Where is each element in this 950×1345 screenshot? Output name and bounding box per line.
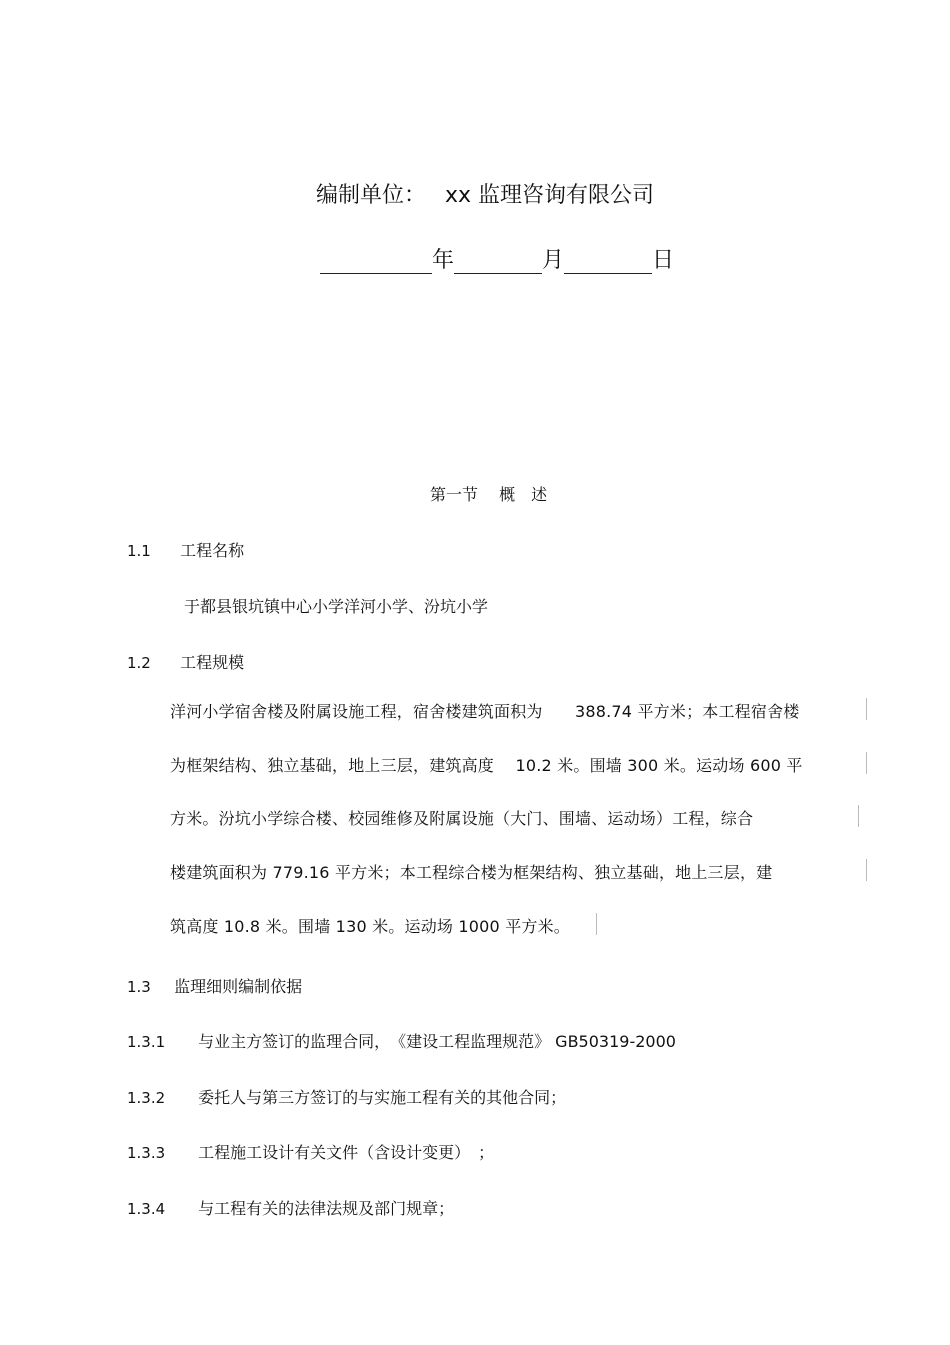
basis-1-3-3-num: 1.3.3: [127, 1144, 166, 1162]
year-blank: [320, 251, 432, 274]
margin-mark: [596, 913, 597, 935]
basis-1-3-1-text: 与业主方签订的监理合同， 《建设工程监理规范》 GB50319-2000: [198, 1032, 676, 1051]
heading-1-1-num: 1.1: [127, 542, 151, 560]
heading-1-2-num: 1.2: [127, 654, 151, 672]
scale-line-2: 为框架结构、独立基础，地上三层，建筑高度 10.2 米。围墙 300 米。运动场 600 平: [170, 756, 803, 775]
basis-1-3-2-num: 1.3.2: [127, 1089, 166, 1107]
heading-1-3-title: 监理细则编制依据: [174, 977, 303, 996]
scale-line-1: 洋河小学宿舍楼及附属设施工程，宿舍楼建筑面积为 388.74 平方米；本工程宿舍楼: [170, 702, 800, 721]
project-name: 于都县银坑镇中心小学洋河小学、汾坑小学: [184, 597, 489, 616]
org-line: [316, 178, 654, 209]
heading-1-1: [127, 538, 244, 561]
day-label: 日: [652, 248, 675, 273]
basis-1-3-3-text: 工程施工设计有关文件（含设计变更） ；: [198, 1143, 495, 1162]
heading-1-3-num: 1.3: [127, 978, 151, 996]
scale-line-3: 方米。汾坑小学综合楼、校园维修及附属设施（大门、围墙、运动场）工程，综合: [170, 809, 754, 828]
basis-1-3-3: [127, 1140, 494, 1163]
org-label: 编制单位：: [316, 183, 427, 208]
year-label: 年: [432, 248, 455, 273]
section-title: 第一节 概 述: [430, 485, 548, 504]
scale-line-4: 楼建筑面积为 779.16 平方米；本工程综合楼为框架结构、独立基础，地上三层，建: [170, 863, 773, 882]
heading-1-3: [127, 974, 302, 997]
basis-1-3-4-text: 与工程有关的法律法规及部门规章；: [198, 1199, 455, 1218]
date-line: [320, 243, 674, 274]
basis-1-3-2-text: 委托人与第三方签订的与实施工程有关的其他合同；: [198, 1088, 567, 1107]
org-name: xx 监理咨询有限公司: [445, 183, 655, 208]
basis-1-3-4-num: 1.3.4: [127, 1200, 166, 1218]
heading-1-2-title: 工程规模: [180, 653, 245, 672]
scale-line-5: 筑高度 10.8 米。围墙 130 米。运动场 1000 平方米。: [170, 917, 570, 936]
basis-1-3-4: [127, 1196, 454, 1219]
margin-mark: [858, 805, 859, 827]
margin-mark: [866, 698, 867, 720]
basis-1-3-1-num: 1.3.1: [127, 1033, 166, 1051]
basis-1-3-2: [127, 1085, 566, 1108]
basis-1-3-1: [127, 1029, 676, 1052]
heading-1-2: [127, 650, 244, 673]
month-blank: [454, 251, 542, 274]
margin-mark: [866, 859, 867, 881]
heading-1-1-title: 工程名称: [180, 541, 245, 560]
margin-mark: [866, 752, 867, 774]
month-label: 月: [542, 248, 565, 273]
day-blank: [564, 251, 652, 274]
